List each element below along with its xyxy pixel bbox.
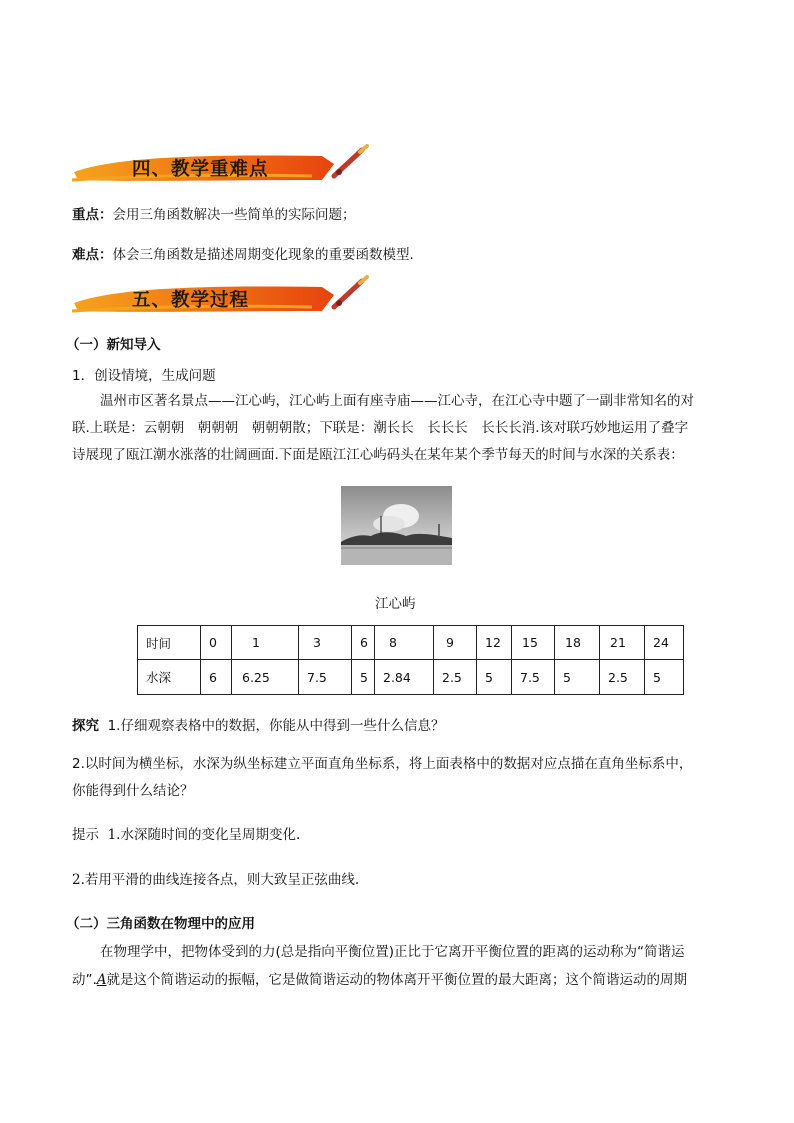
difficulty-label: 难点： bbox=[72, 247, 113, 263]
table-cell: 5 bbox=[352, 660, 375, 695]
section-4-title: 四、教学重难点 bbox=[132, 159, 269, 180]
table-cell: 6.25 bbox=[232, 660, 299, 695]
table-cell: 9 bbox=[434, 626, 477, 660]
hint-label: 提示 bbox=[72, 827, 99, 843]
physics-line-2 bbox=[72, 968, 687, 988]
table-cell: 5 bbox=[477, 660, 512, 695]
hint-a1: 1.水深随时间的变化呈周期变化. bbox=[107, 827, 301, 843]
brush-icon bbox=[330, 275, 370, 311]
explore-line-1 bbox=[72, 714, 444, 734]
time-depth-table bbox=[137, 625, 684, 695]
table-cell: 0 bbox=[201, 626, 232, 660]
explore-label: 探究 bbox=[72, 718, 99, 734]
paragraph-line-1: 温州市区著名景点——江心屿，江心屿上面有座寺庙——江心寺，在江心寺中题了一副非常知名的对 bbox=[100, 393, 694, 409]
explore-q2-line-1: 2.以时间为横坐标，水深为纵坐标建立平面直角坐标系，将上面表格中的数据对应点描在直角坐标系中， bbox=[72, 756, 693, 772]
table-cell: 6 bbox=[201, 660, 232, 695]
table-row bbox=[138, 626, 684, 660]
table-cell: 7.5 bbox=[299, 660, 352, 695]
table-cell: 6 bbox=[352, 626, 375, 660]
table-cell: 1 bbox=[232, 626, 299, 660]
paragraph-line-2: 联.上联是：云朝朝 朝朝朝 朝朝朝散；下联是：潮长长 长长长 长长长消.该对联巧妙地运用了叠字 bbox=[72, 420, 689, 436]
brush-icon bbox=[330, 144, 370, 180]
item-1-heading: 1．创设情境，生成问题 bbox=[72, 368, 216, 384]
subsection-2-heading: （二）三角函数在物理中的应用 bbox=[66, 916, 255, 932]
table-row-label: 时间 bbox=[138, 626, 201, 660]
physics-line-1: 在物理学中，把物体受到的力(总是指向平衡位置)正比于它离开平衡位置的距离的运动称为“简谐运 bbox=[100, 944, 685, 960]
table-cell: 12 bbox=[477, 626, 512, 660]
amplitude-symbol: A bbox=[96, 972, 107, 988]
hint-a2: 2.若用平滑的曲线连接各点，则大致呈正弦曲线. bbox=[72, 872, 360, 888]
table-cell: 18 bbox=[555, 626, 600, 660]
table-cell: 24 bbox=[645, 626, 684, 660]
table-cell: 3 bbox=[299, 626, 352, 660]
table-cell: 2.5 bbox=[600, 660, 645, 695]
table-cell: 8 bbox=[375, 626, 434, 660]
table-cell: 15 bbox=[512, 626, 555, 660]
subsection-1-heading: （一）新知导入 bbox=[66, 337, 161, 353]
table-cell: 2.84 bbox=[375, 660, 434, 695]
table-cell: 5 bbox=[645, 660, 684, 695]
hint-line-1 bbox=[72, 823, 300, 843]
photo-caption: 江心屿 bbox=[375, 596, 416, 612]
key-point-label: 重点： bbox=[72, 207, 113, 223]
table-cell: 5 bbox=[555, 660, 600, 695]
explore-q1: 1.仔细观察表格中的数据，你能从中得到一些什么信息？ bbox=[107, 718, 445, 734]
section-banner-4 bbox=[72, 150, 372, 186]
physics-line-2-rest: 就是这个简谐运动的振幅，它是做简谐运动的物体离开平衡位置的最大距离；这个简谐运动的周期 bbox=[106, 972, 688, 988]
table-row bbox=[138, 660, 684, 695]
difficulty-text: 体会三角函数是描述周期变化现象的重要函数模型. bbox=[112, 247, 414, 263]
explore-q2-line-2: 你能得到什么结论？ bbox=[72, 783, 194, 799]
paragraph-line-3: 诗展现了瓯江潮水涨落的壮阔画面.下面是瓯江江心屿码头在某年某个季节每天的时间与水深的关系表： bbox=[72, 447, 684, 463]
key-point-text: 会用三角函数解决一些简单的实际问题； bbox=[112, 207, 356, 223]
table-cell: 7.5 bbox=[512, 660, 555, 695]
key-point-line bbox=[72, 203, 356, 223]
section-banner-5 bbox=[72, 281, 372, 317]
difficulty-line bbox=[72, 243, 414, 263]
jiangxinyu-photo bbox=[341, 486, 452, 565]
table-cell: 2.5 bbox=[434, 660, 477, 695]
table-row-label: 水深 bbox=[138, 660, 201, 695]
section-5-title: 五、教学过程 bbox=[132, 290, 250, 311]
table-cell: 21 bbox=[600, 626, 645, 660]
physics-line-2-start: 动”. bbox=[72, 972, 97, 988]
